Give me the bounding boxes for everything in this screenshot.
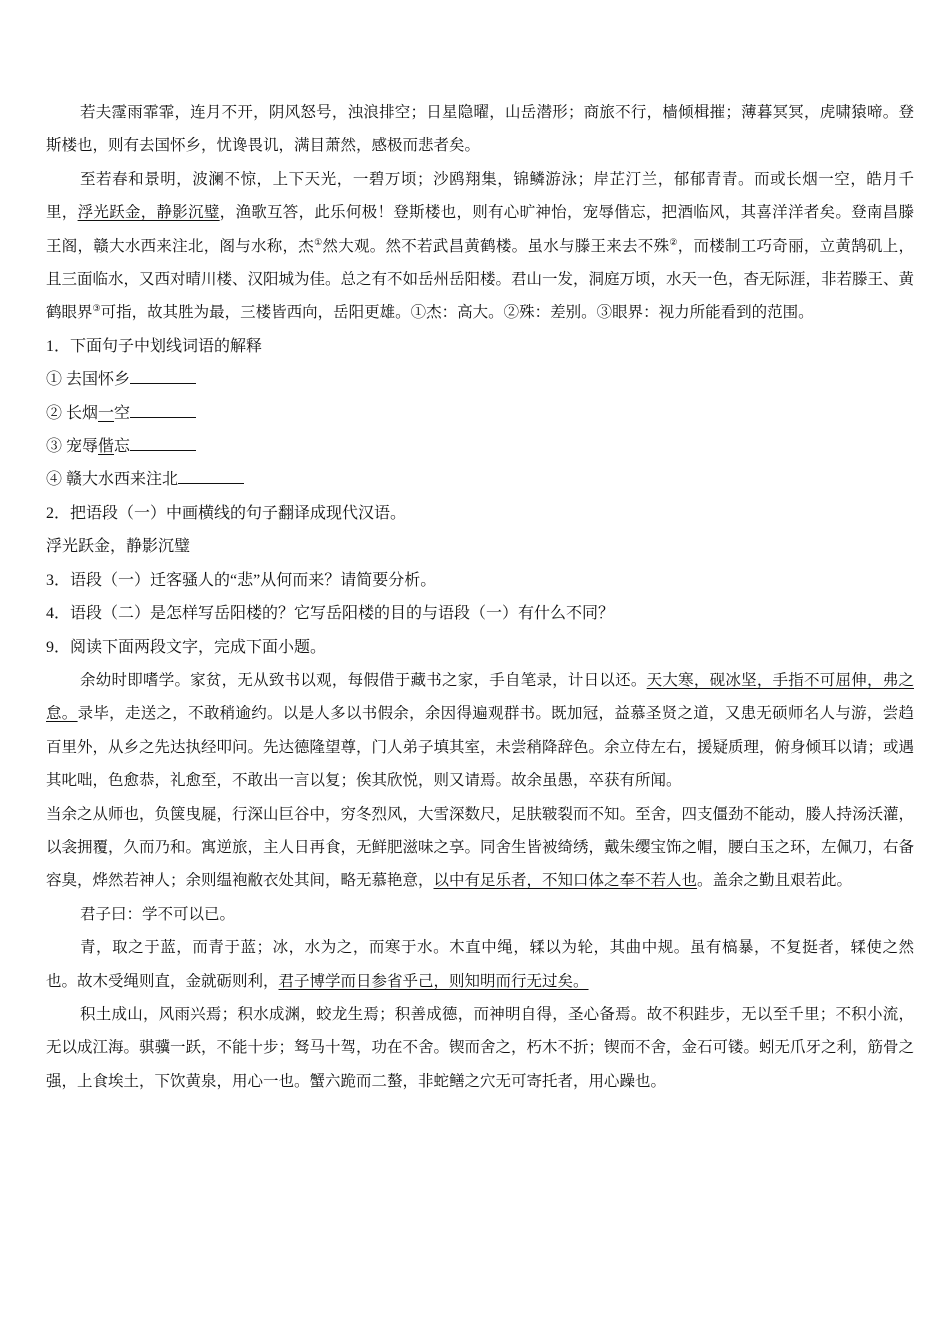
underlined-sentence: 天大寒，砚冰坚，手指不可屈伸，弗之怠。 xyxy=(46,670,914,723)
footnote-marker-3: ③ xyxy=(92,304,101,315)
question-1-item-2: ② 长烟一空 xyxy=(46,397,914,430)
question-3: 3．语段（一）迁客骚人的“悲”从何而来？请简要分析。 xyxy=(46,571,437,589)
answer-blank[interactable] xyxy=(130,434,196,451)
passage2-paragraph2: 当余之从师也，负箧曳屣，行深山巨谷中，穷冬烈风，大雪深数尺，足肤皲裂而不知。至舍，四支僵劲不能动，媵人持汤沃灌，以衾拥覆，久而乃和。寓逆旅，主人日再食，无鲜肥滋味之享。同舍生皆被绮绣，戴朱缨宝饰之帽，腰白玉之环，左佩刀，右备容臭，烨然若神人；余则缊袍敝衣处其间，略无慕艳意，以中有足乐者，不知口体之奉不若人也。盖余之勤且艰若此。 xyxy=(46,804,915,890)
passage1-p2-pre: 至若春和景明，波澜不惊，上下天光，一碧万顷；沙鸥翔集，锦鳞游泳；岸芷汀兰，郁郁青青。而或长烟一空，皓月千里， xyxy=(46,169,914,222)
question-2: 2．把语段（一）中画横线的句子翻译成现代汉语。 xyxy=(46,504,407,522)
answer-blank[interactable] xyxy=(130,367,196,384)
document-page xyxy=(46,96,914,1098)
underlined-sentence: 以中有足乐者，不知口体之奉不若人也 xyxy=(433,871,698,890)
question-1-item-4: ④ 赣大水西来注北 xyxy=(46,463,914,496)
passage1-p1-text: 若夫霪雨霏霏，连月不开，阴风怒号，浊浪排空；日星隐曜，山岳潜形；商旅不行，樯倾楫摧；薄暮冥冥，虎啸猿啼。登斯楼也，则有去国怀乡，忧谗畏讥，满目萧然，感极而悲者矣。 xyxy=(46,103,914,155)
answer-blank[interactable] xyxy=(130,401,196,418)
question-1: 1．下面句子中划线词语的解释 xyxy=(46,337,263,355)
question-2-sentence: 浮光跃金，静影沉璧 xyxy=(46,538,191,556)
passage1-p2-b: 然大观。然不若武昌黄鹤楼。虽水与滕王来去不殊 xyxy=(322,236,670,255)
passage3-paragraph1: 青，取之于蓝，而青于蓝；冰，水为之，而寒于水。木直中绳，𫐓以为轮，其曲中规。虽有槁暴，不复挺者，𫐓使之然也。故木受绳则直，金就砺则利，君子博学而日参省乎己，则知明而行无过矣。 xyxy=(46,938,914,990)
question-1-item-1: ① 去国怀乡 xyxy=(46,363,914,396)
passage1-p2-c: ，而楼制工巧奇丽，立黄鹄矶上，且三面临水，又西对晴川楼、汉阳城为佳。总之有不如岳州岳阳楼。君山一发，洞庭万顷，水天一色，杳无际涯，非若滕王、黄鹤眼界 xyxy=(46,236,915,322)
underlined-sentence: 君子博学而日参省乎己，则知明而行无过矣。 xyxy=(278,971,589,990)
footnote-marker-2: ② xyxy=(669,237,678,248)
passage1-p2-post: ，渔歌互答，此乐何极！登斯楼也，则有心旷神怡，宠辱偕忘，把酒临风，其喜洋洋者矣。登南昌滕王阁，赣大水西来注北，阁与水称，杰 xyxy=(46,203,914,255)
passage3-paragraph2: 积土成山，风雨兴焉；积水成渊，蛟龙生焉；积善成德，而神明自得，圣心备焉。故不积跬步，无以至千里；不积小流，无以成江海。骐骥一跃，不能十步；驽马十驾，功在不舍。锲而舍之，朽木不折；锲而不舍，金石可镂。蚓无爪牙之利，筋骨之强，上食埃土，下饮黄泉，用心一也。蟹六跪而二螯，非蛇鳝之穴无可寄托者，用心躁也。 xyxy=(46,1004,915,1090)
passage2-paragraph1: 余幼时即嗜学。家贫，无从致书以观，每假借于藏书之家，手自笔录，计日以还。天大寒，砚冰坚，手指不可屈伸，弗之怠。录毕，走送之，不敢稍逾约。以是人多以书假余，余因得遍观群书。既加冠，益慕圣贤之道，又患无硕师名人与游，尝趋百里外，从乡之先达执经叩问。先达德隆望尊，门人弟子填其室，未尝稍降辞色。余立侍左右，援疑质理，俯身倾耳以请；或遇其叱咄，色愈恭，礼愈至，不敢出一言以复；俟其欣悦，则又请焉。故余虽愚，卒获有所闻。 xyxy=(46,670,915,790)
passage1-p2-d: 可指，故其胜为最，三楼皆西向，岳阳更雄。①杰：高大。②殊：差别。③眼界：视力所能看到的范围。 xyxy=(100,303,814,322)
underlined-sentence: 浮光跃金，静影沉璧 xyxy=(77,203,220,222)
answer-blank[interactable] xyxy=(178,467,244,484)
footnote-marker-1: ① xyxy=(314,237,323,248)
question-9: 9．阅读下面两段文字，完成下面小题。 xyxy=(46,638,327,656)
question-4: 4．语段（二）是怎样写岳阳楼的？它写岳阳楼的目的与语段（一）有什么不同？ xyxy=(46,605,615,623)
passage1-paragraph1 xyxy=(46,96,914,163)
question-1-item-3: ③ 宠辱偕忘 xyxy=(46,430,914,463)
passage3-title: 君子曰：学不可以已。 xyxy=(80,904,236,923)
passage1-paragraph2 xyxy=(46,163,914,330)
